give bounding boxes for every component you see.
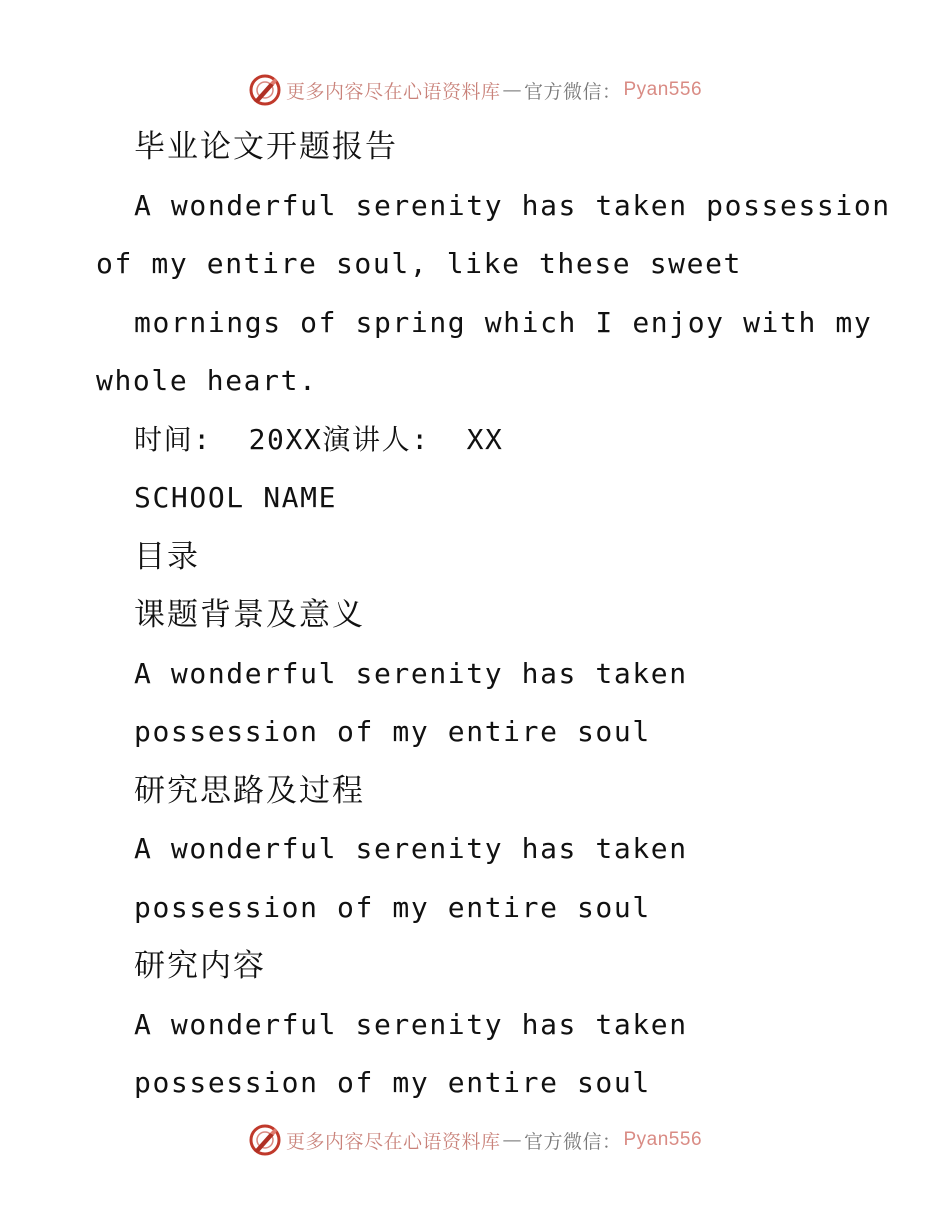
section-heading: 研究思路及过程 [134,772,365,809]
pen-logo-icon [248,1123,282,1157]
intro-line-2: of my entire soul, like these sweet [96,247,743,280]
banner-text: 更多内容尽在心语资料库 [285,80,501,103]
intro-line-3: mornings of spring which I enjoy with my [134,305,873,339]
section-line-1: A wonderful serenity has taken [134,1007,688,1041]
banner-wechat-id: Pyan556 [623,79,703,100]
banner-wechat-label: 官方微信： [523,80,622,103]
section-line-1: A wonderful serenity has taken [134,656,688,690]
banner-wechat-id: Pyan556 [623,1129,703,1150]
header-watermark-banner [0,70,950,110]
section-line-1: A wonderful serenity has taken [134,832,688,865]
banner-dash: — [502,1129,522,1151]
document-title: 毕业论文开题报告 [134,129,398,165]
section-heading: 课题背景及意义 [134,597,365,633]
meta-line: 时间: 20XX演讲人: XX [134,422,504,456]
intro-line-1: A wonderful serenity has taken possession [134,188,891,222]
section-line-2: possession of my entire soul [134,890,651,924]
section-line-2: possession of my entire soul [134,1066,651,1099]
pen-logo-icon [248,73,282,107]
banner-text: 更多内容尽在心语资料库 [285,1130,501,1153]
document-body [96,118,891,1113]
banner-wechat-label: 官方微信： [523,1130,622,1153]
school-name: SCHOOL NAME [134,481,338,514]
banner-dash: — [502,79,522,101]
section-line-2: possession of my entire soul [134,715,651,748]
intro-line-4: whole heart. [96,364,318,397]
footer-watermark-banner [0,1120,950,1160]
section-heading: 研究内容 [134,948,266,984]
toc-title: 目录 [134,538,200,575]
